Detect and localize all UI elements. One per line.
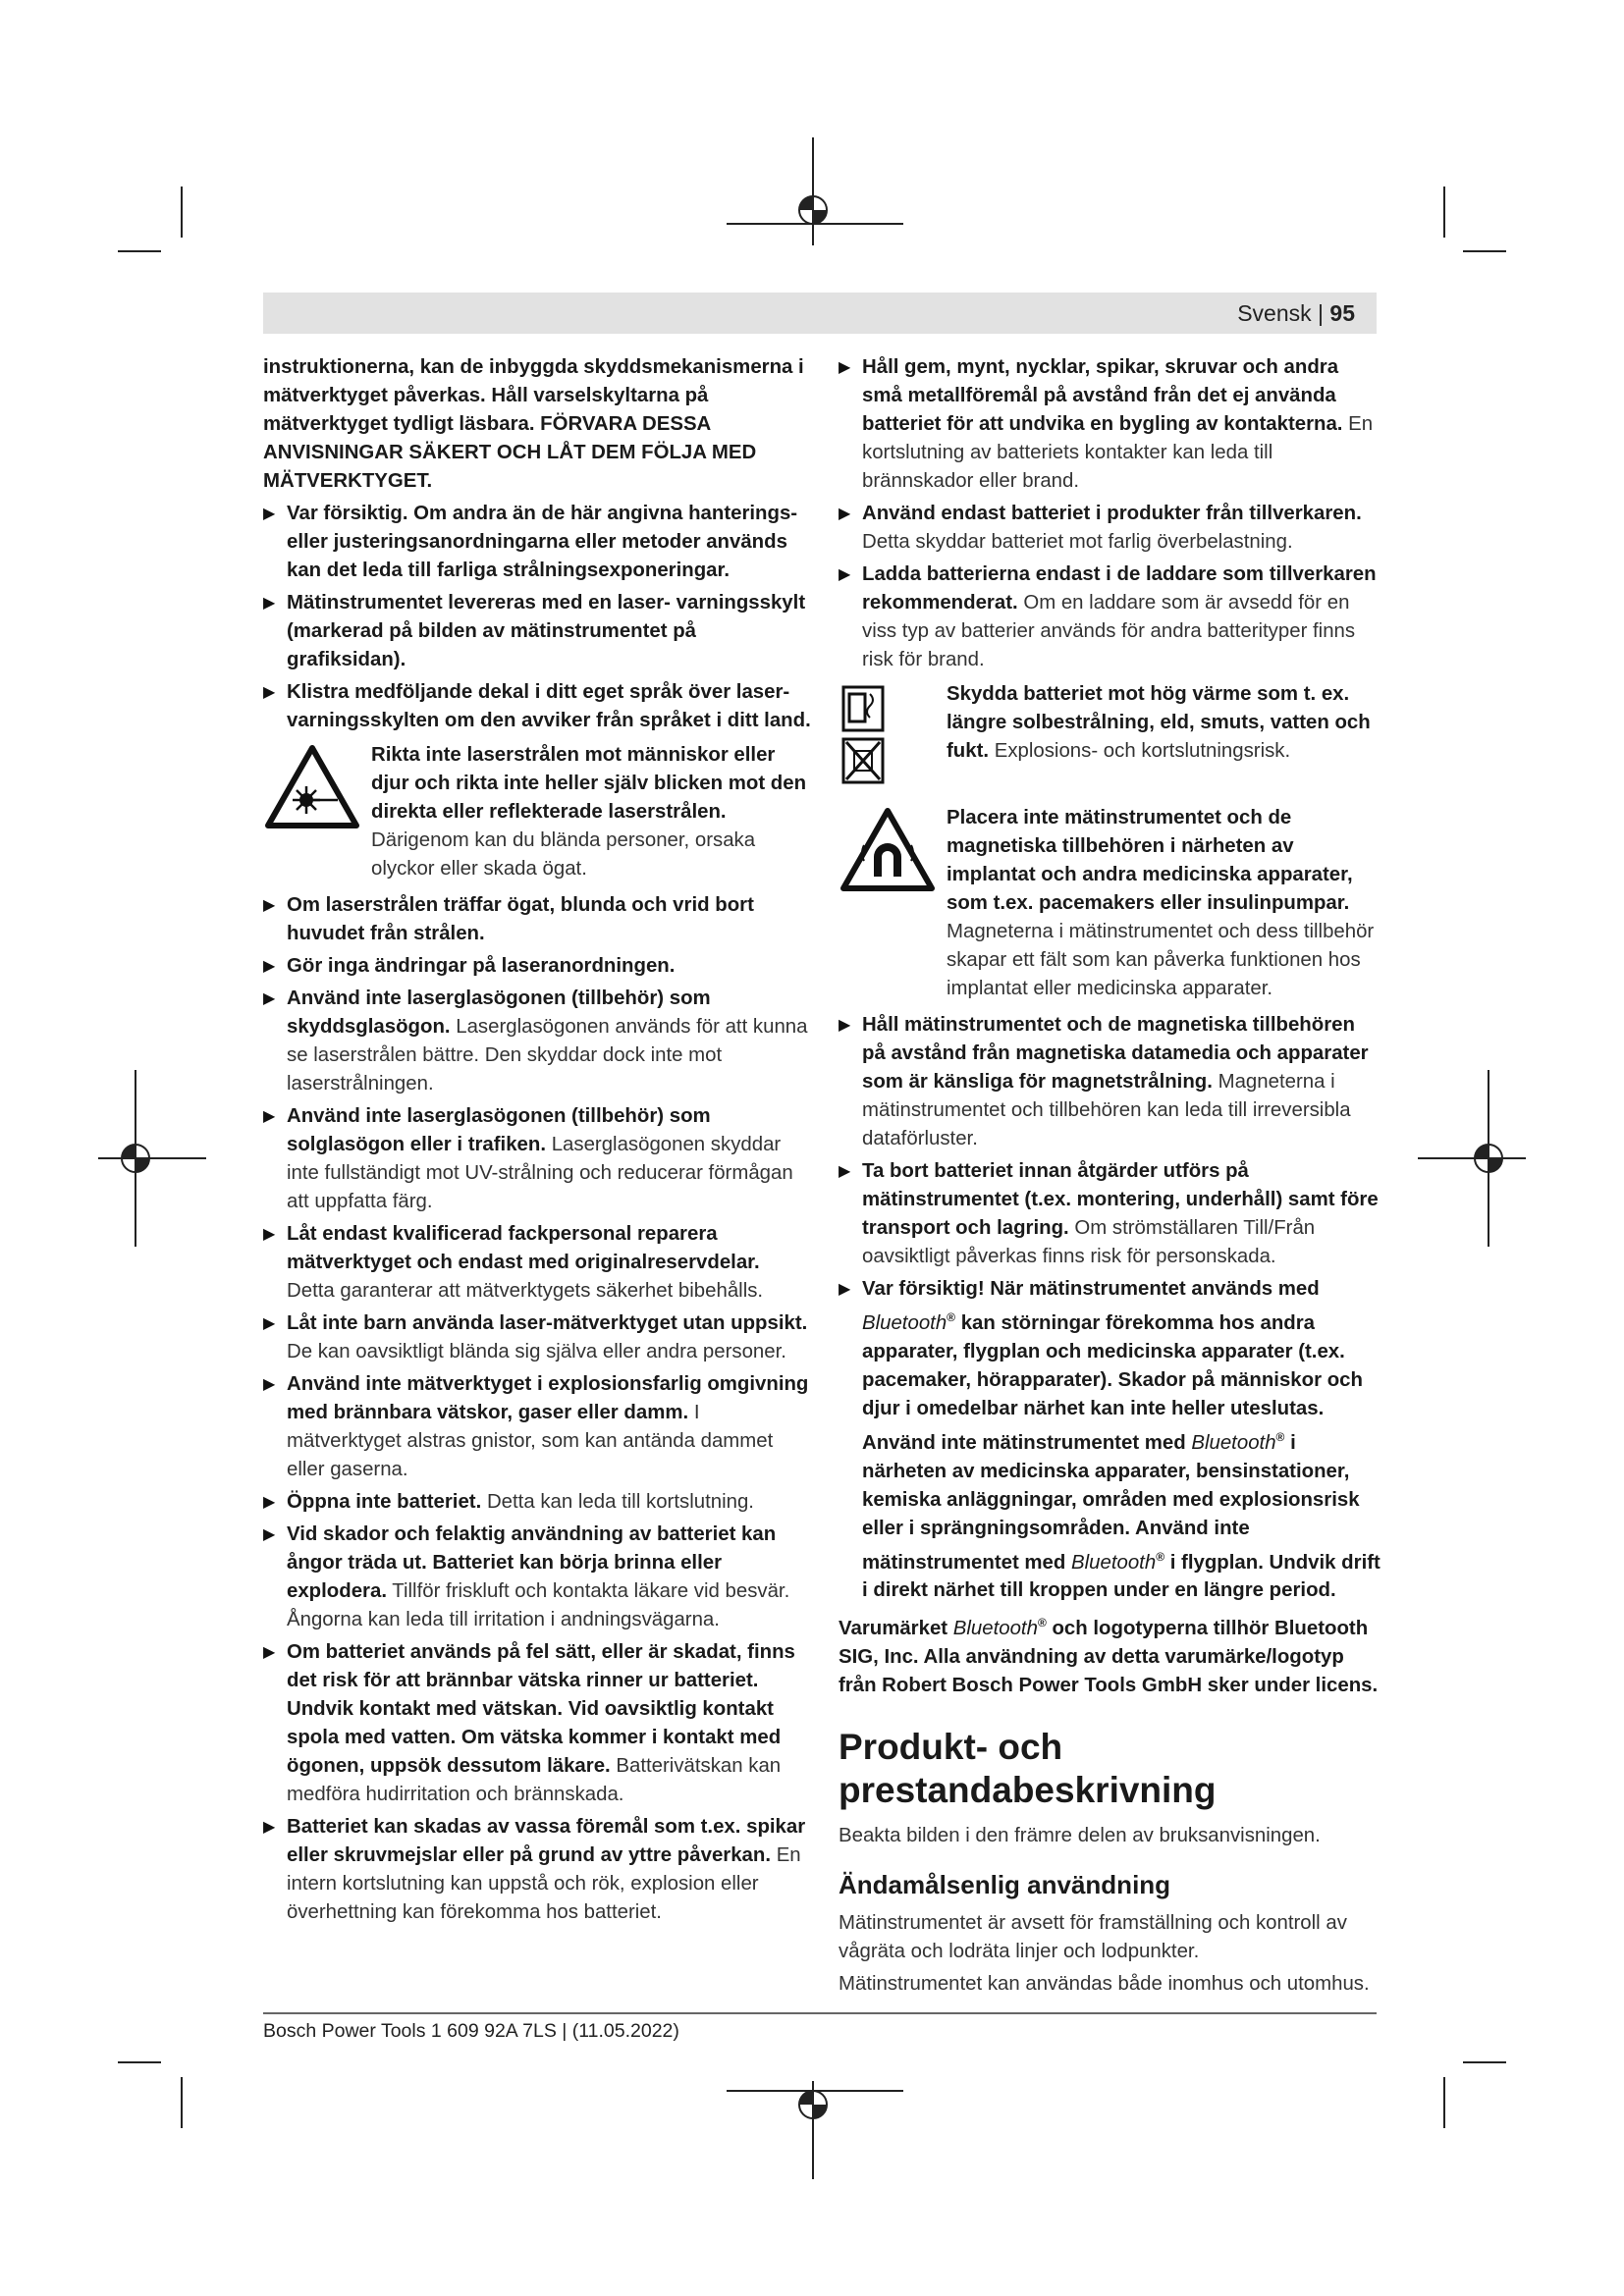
intended-use-text: Mätinstrumentet är avsett för framställning och kontroll av vågräta och lodräta linjer och lodpunkter. [839, 1912, 1347, 1963]
bullet-item [263, 1521, 811, 1634]
bluetooth-warning [839, 1275, 1380, 1605]
laser-warning-text: Därigenom kan du blända personer, orsaka olyckor eller skada ögat. [371, 829, 756, 880]
bullet-bold: Håll gem, mynt, nycklar, spikar, skruvar och andra små metallföremål på avstånd från det ej använda batteriet för att undvika en bygling av kontakterna. [862, 356, 1343, 435]
crop-mark [181, 2077, 183, 2128]
bullet-text: En intern kortslutning kan uppstå och rök, explosion eller överhettning kan förekomma hos batteriet. [287, 1844, 801, 1923]
heat-warning-bold: Skydda batteriet mot hög värme som t. ex. längre solbestrålning, eld, smuts, vatten och fukt. [947, 683, 1371, 762]
page-footer: Bosch Power Tools 1 609 92A 7LS | (11.05.2022) [263, 2020, 679, 2042]
bullet-bold: Var försiktig! När mätinstrumentet används med [862, 1278, 1320, 1300]
bluetooth-term: Bluetooth [1191, 1431, 1276, 1454]
bullet-bold: i flygplan. Undvik drift i direkt närhet till kroppen under en längre period. [862, 1551, 1380, 1602]
registered-mark: ® [947, 1310, 956, 1324]
bullet-bold: Ladda batterierna endast i de laddare som tillverkaren rekommenderat. [862, 563, 1377, 614]
bullet-bold: Om batteriet används på fel sätt, eller är skadat, finns det risk för att brännbar vätska rinner ur batteriet. Undvik kontakt med vätskan. Vid oavsiktlig kontakt spola med vatten. Om vätska kommer i kontakt med ögonen, uppsök dessutom läkare. [287, 1641, 795, 1777]
registration-mark-right [1418, 1070, 1526, 1247]
bullet-text: Tillför friskluft och kontakta läkare vid besvär. Ångorna kan leda till irritation i andningsvägarna. [287, 1580, 790, 1630]
crop-mark [1443, 187, 1445, 238]
registered-mark: ® [1037, 1616, 1047, 1630]
bullet-item [839, 500, 1380, 557]
bullet-item [263, 1488, 811, 1517]
registration-mark-bottom [727, 2081, 903, 2179]
trademark-text: och logotyperna tillhör Bluetooth SIG, Inc. Alla användning av detta varumärke/logotyp från Robert Bosch Power Tools GmbH sker under licens. [839, 1618, 1379, 1697]
bullet-item [839, 353, 1380, 496]
bullet-bold: Använd inte laserglasögonen (tillbehör) som skyddsglasögon. [287, 988, 711, 1038]
subsection-title: Ändamålsenlig användning [839, 1870, 1171, 1900]
footer-rule [263, 2012, 1377, 2014]
section-title: Produkt- och prestandabeskrivning [839, 1727, 1217, 1811]
bullet-item [263, 1102, 811, 1216]
page-header [263, 293, 1377, 334]
header-text: Svensk | 95 [1237, 300, 1355, 326]
trademark-notice [839, 1609, 1380, 1700]
bullet-bold: Låt endast kvalificerad fackpersonal reparera mätverktyget och endast med originalreservdelar. [287, 1223, 760, 1273]
crop-mark [181, 187, 183, 238]
magnet-warning [839, 804, 1380, 1003]
page-number: 95 [1329, 300, 1355, 326]
registered-mark: ® [1156, 1549, 1165, 1564]
right-column [839, 353, 1380, 2002]
bullet-item [263, 1638, 811, 1809]
bullet-bold: Öppna inte batteriet. [287, 1491, 482, 1513]
bullet-bold: Batteriet kan skadas av vassa föremål som t.ex. spikar eller skruvmejslar eller på grund av yttre påverkan. [287, 1816, 806, 1866]
left-column [263, 353, 811, 1931]
registration-mark-left [98, 1070, 206, 1247]
header-language: Svensk [1237, 300, 1312, 326]
bullet-item [263, 1813, 811, 1927]
intended-use-text: Mätinstrumentet kan användas både inomhus och utomhus. [839, 1973, 1370, 1996]
bullet-item [263, 1309, 811, 1366]
bluetooth-term: Bluetooth [952, 1618, 1038, 1640]
crop-mark [118, 2061, 161, 2063]
intro-paragraph: instruktionerna, kan de inbyggda skyddsmekanismerna i mätverktyget påverkas. Håll varselskyltarna på mätverktyget tydligt läsbara. FÖRVARA DESSA ANVISNINGAR SÄKERT OCH LÅT DEM FÖLJA MED MÄTVERKTYGET. [263, 356, 804, 492]
bullet-item [839, 1157, 1380, 1271]
heat-warning-text: Explosions- och kortslutningsrisk. [994, 740, 1291, 762]
bullet-item: ▶ Om laserstrålen träffar ögat, blunda och vrid bort huvudet från strålen. [263, 891, 811, 948]
bullet-item: ▶ Mätinstrumentet levereras med en laser- varningsskylt (markerad på bilden av mätinstrumentet på grafiksidan). [263, 589, 811, 674]
laser-warning-bold: Rikta inte laserstrålen mot människor eller djur och rikta inte heller själv blicken mot den direkta eller reflekterade laserstrålen. [371, 744, 807, 823]
laser-warning-icon [265, 745, 359, 829]
bullet-item [839, 561, 1380, 674]
bullet-text: Om strömställaren Till/Från oavsiktligt påverkas finns risk för personskada. [862, 1217, 1316, 1267]
bullet-text: Om en laddare som är avsedd för en viss typ av batterier används för andra batterityper finns risk för brand. [862, 592, 1356, 670]
bullet-item [263, 1220, 811, 1306]
bullet-bold: Använd endast batteriet i produkter från tillverkaren. [862, 503, 1362, 524]
bullet-text: En kortslutning av batteriets kontakter kan leda till brännskador eller brand. [862, 413, 1374, 492]
bullet-text: Detta garanterar att mätverktygets säkerhet bibehålls. [287, 1280, 764, 1302]
bullet-item [263, 985, 811, 1098]
bullet-text: Detta skyddar batteriet mot farlig överbelastning. [862, 531, 1293, 553]
bullet-item [839, 1011, 1380, 1153]
bullet-bold: Använd inte mätverktyget i explosionsfarlig omgivning med brännbara vätskor, gaser eller damm. [287, 1373, 809, 1423]
bullet-bold: Vid skador och felaktig användning av batteriet kan ångor träda ut. Batteriet kan börja brinna eller explodera. [287, 1523, 777, 1602]
bullet-item: ▶ Gör inga ändringar på laseranordningen. [263, 952, 811, 981]
magnet-warning-icon [840, 808, 935, 892]
bullet-bold: kan störningar förekomma hos andra apparater, flygplan och medicinska apparater (t.ex. pacemaker, hörapparater). Skador på människor och djur i omedelbar närhet kan inte heller uteslutas. Använd inte mätinstrumentet med [862, 1311, 1363, 1454]
heat-warning [839, 680, 1380, 769]
bullet-text: Laserglasögonen används för att kunna se laserstrålen bättre. Den skyddar dock inte mot laserstrålningen. [287, 1016, 808, 1095]
bullet-text: Laserglasögonen skyddar inte fullständigt mot UV-strålning och reducerar förmågan att uppfatta färg. [287, 1134, 793, 1212]
trademark-text: Varumärket [839, 1618, 948, 1640]
bullet-text: I mätverktyget alstras gnistor, som kan antända dammet eller gaserna. [287, 1402, 774, 1480]
bullet-bold: Använd inte laserglasögonen (tillbehör) som solglasögon eller i trafiken. [287, 1105, 711, 1155]
bullet-bold: Låt inte barn använda laser-mätverktyget utan uppsikt. [287, 1312, 808, 1334]
bluetooth-term: Bluetooth [862, 1311, 947, 1334]
magnet-warning-text: Magneterna i mätinstrumentet och dess tillbehör skapar ett fält som kan påverka funktionen hos implantat eller medicinska apparater. [947, 921, 1375, 999]
registration-mark-top [727, 137, 903, 245]
bullet-text: Batterivätskan kan medföra hudirritation och brännskada. [287, 1755, 782, 1805]
battery-heat-icon [840, 684, 886, 786]
bullet-item: ▶ Var försiktig. Om andra än de här angivna hanterings- eller justeringsanordningarna eller metoder används kan det leda till farliga strålningsexponeringar. [263, 500, 811, 585]
bullet-bold: Håll mätinstrumentet och de magnetiska tillbehören på avstånd från magnetiska datamedia och apparater som är känsliga för magnetstrålning. [862, 1014, 1369, 1093]
crop-mark [1443, 2077, 1445, 2128]
section-text: Beakta bilden i den främre delen av bruksanvisningen. [839, 1825, 1321, 1847]
laser-warning [263, 741, 811, 883]
crop-mark [1463, 2061, 1506, 2063]
bullet-item [263, 1370, 811, 1484]
crop-mark [118, 250, 161, 252]
bullet-bold: Ta bort batteriet innan åtgärder utförs på mätinstrumentet (t.ex. montering, underhåll) samt före transport och lagring. [862, 1160, 1379, 1239]
bullet-text: Magneterna i mätinstrumentet och tillbehören kan leda till irreversibla dataförluster. [862, 1071, 1351, 1149]
bullet-text: De kan oavsiktligt blända sig själva eller andra personer. [287, 1341, 786, 1362]
bluetooth-term: Bluetooth [1071, 1551, 1157, 1574]
bullet-bold: i närheten av medicinska apparater, bensinstationer, kemiska anläggningar, områden med explosionsrisk eller i sprängningsområden. Använd inte mätinstrumentet med [862, 1431, 1360, 1574]
crop-mark [1463, 250, 1506, 252]
bullet-item: ▶ Klistra medföljande dekal i ditt eget språk över laser- varningsskylten om den avviker från språket i ditt land. [263, 678, 811, 735]
bullet-text: Detta kan leda till kortslutning. [486, 1491, 754, 1513]
registered-mark: ® [1275, 1429, 1285, 1444]
magnet-warning-bold: Placera inte mätinstrumentet och de magnetiska tillbehören i närheten av implantat och andra medicinska apparater, som t.ex. pacemakers eller insulinpumpar. [947, 807, 1353, 914]
